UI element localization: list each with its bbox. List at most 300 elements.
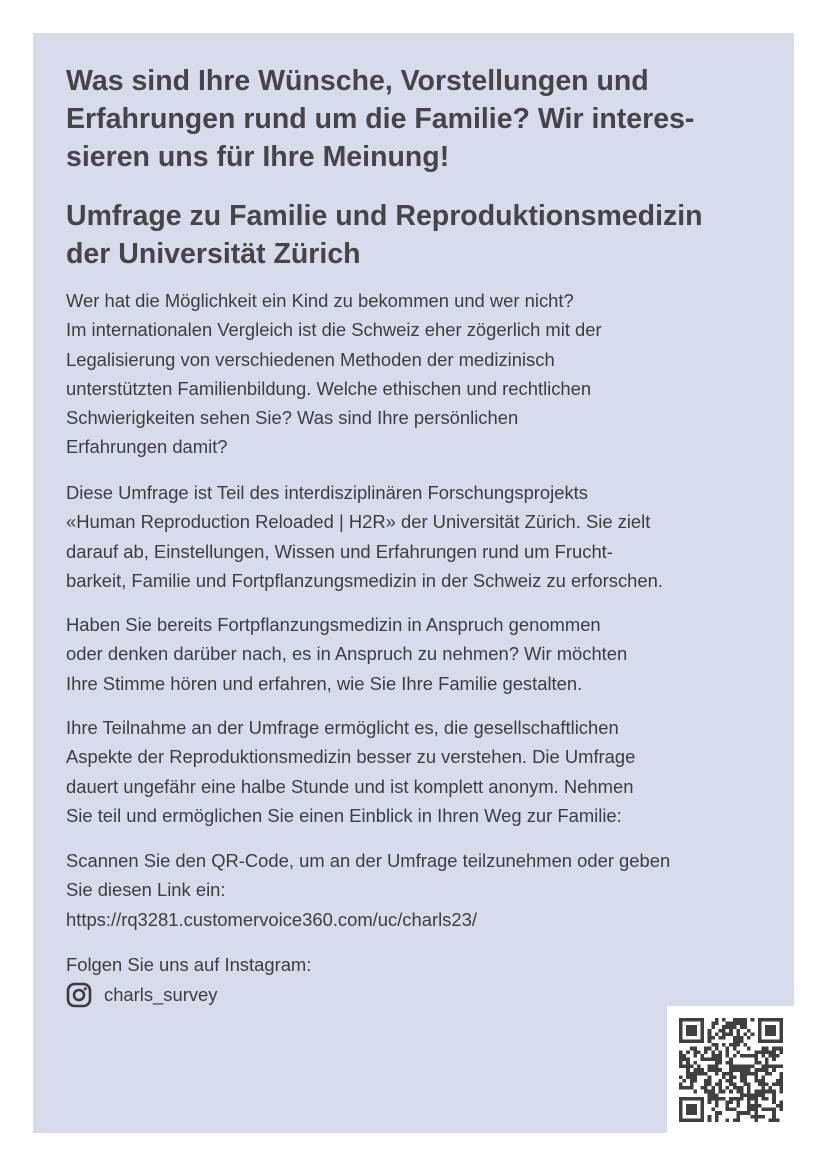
qr-module bbox=[693, 1111, 697, 1115]
text-line: Ihre Stimme hören und erfahren, wie Sie Ihre Familie gestalten. bbox=[66, 672, 583, 694]
qr-module bbox=[708, 1075, 712, 1079]
qr-module bbox=[740, 1075, 744, 1079]
qr-instruction-paragraph bbox=[66, 846, 670, 934]
qr-module bbox=[772, 1032, 776, 1036]
qr-module bbox=[744, 1022, 748, 1026]
qr-module bbox=[754, 1108, 758, 1112]
qr-module bbox=[722, 1036, 726, 1040]
qr-module bbox=[779, 1050, 783, 1054]
intro-paragraph bbox=[66, 286, 602, 462]
qr-module bbox=[736, 1090, 740, 1094]
qr-module bbox=[736, 1036, 740, 1040]
qr-module bbox=[693, 1018, 697, 1022]
qr-module bbox=[765, 1108, 769, 1112]
qr-module bbox=[779, 1047, 783, 1051]
qr-module bbox=[729, 1100, 733, 1104]
qr-module bbox=[711, 1086, 715, 1090]
qr-code-graphic bbox=[679, 1018, 783, 1122]
qr-module bbox=[754, 1068, 758, 1072]
survey-link[interactable]: https://rq3281.customervoice360.com/uc/charls23/ bbox=[66, 908, 477, 930]
qr-module bbox=[708, 1100, 712, 1104]
qr-module bbox=[754, 1057, 758, 1061]
qr-module bbox=[708, 1032, 712, 1036]
qr-module bbox=[747, 1036, 751, 1040]
qr-module bbox=[718, 1057, 722, 1061]
qr-module bbox=[761, 1093, 765, 1097]
qr-module bbox=[733, 1040, 737, 1044]
qr-module bbox=[765, 1029, 769, 1033]
qr-module bbox=[711, 1093, 715, 1097]
qr-module bbox=[690, 1018, 694, 1022]
qr-module bbox=[726, 1100, 730, 1104]
qr-module bbox=[765, 1032, 769, 1036]
qr-module bbox=[744, 1043, 748, 1047]
qr-module bbox=[776, 1018, 780, 1022]
qr-module bbox=[711, 1025, 715, 1029]
page-subtitle bbox=[66, 197, 766, 273]
qr-module bbox=[772, 1108, 776, 1112]
qr-module bbox=[736, 1029, 740, 1033]
qr-module bbox=[754, 1115, 758, 1119]
qr-module bbox=[701, 1029, 705, 1033]
qr-module bbox=[776, 1083, 780, 1087]
qr-module bbox=[751, 1032, 755, 1036]
qr-module bbox=[761, 1065, 765, 1069]
qr-module bbox=[701, 1036, 705, 1040]
qr-module bbox=[747, 1090, 751, 1094]
qr-module bbox=[736, 1068, 740, 1072]
qr-module bbox=[758, 1115, 762, 1119]
qr-module bbox=[715, 1072, 719, 1076]
qr-module bbox=[683, 1118, 687, 1122]
qr-module bbox=[686, 1072, 690, 1076]
qr-module bbox=[693, 1054, 697, 1058]
qr-module bbox=[754, 1093, 758, 1097]
instagram-link[interactable] bbox=[66, 980, 217, 1010]
qr-module bbox=[722, 1090, 726, 1094]
qr-module bbox=[726, 1072, 730, 1076]
qr-module bbox=[758, 1093, 762, 1097]
qr-module bbox=[693, 1050, 697, 1054]
qr-module bbox=[772, 1083, 776, 1087]
qr-module bbox=[726, 1079, 730, 1083]
qr-module bbox=[761, 1047, 765, 1051]
qr-module bbox=[754, 1111, 758, 1115]
qr-module bbox=[715, 1022, 719, 1026]
qr-module bbox=[726, 1104, 730, 1108]
qr-module bbox=[690, 1097, 694, 1101]
qr-module bbox=[693, 1090, 697, 1094]
qr-module bbox=[761, 1040, 765, 1044]
qr-module bbox=[718, 1036, 722, 1040]
qr-module bbox=[747, 1047, 751, 1051]
qr-module bbox=[686, 1108, 690, 1112]
qr-module bbox=[765, 1083, 769, 1087]
qr-module bbox=[744, 1065, 748, 1069]
qr-module bbox=[758, 1079, 762, 1083]
text-line: barkeit, Familie und Fortpflanzungsmedizin in der Schweiz zu erforschen. bbox=[66, 569, 663, 591]
qr-module bbox=[690, 1086, 694, 1090]
qr-module bbox=[686, 1068, 690, 1072]
qr-module bbox=[758, 1068, 762, 1072]
qr-module bbox=[751, 1108, 755, 1112]
qr-module bbox=[733, 1036, 737, 1040]
qr-module bbox=[779, 1029, 783, 1033]
qr-module bbox=[772, 1050, 776, 1054]
qr-module bbox=[708, 1093, 712, 1097]
qr-module bbox=[722, 1018, 726, 1022]
qr-module bbox=[747, 1086, 751, 1090]
qr-module bbox=[736, 1050, 740, 1054]
qr-module bbox=[722, 1072, 726, 1076]
subtitle-line: der Universität Zürich bbox=[66, 238, 361, 270]
qr-module bbox=[754, 1061, 758, 1065]
qr-module bbox=[683, 1018, 687, 1022]
qr-module bbox=[761, 1075, 765, 1079]
qr-module bbox=[711, 1068, 715, 1072]
qr-module bbox=[769, 1025, 773, 1029]
qr-module bbox=[744, 1054, 748, 1058]
qr-module bbox=[765, 1061, 769, 1065]
qr-module bbox=[765, 1072, 769, 1076]
qr-module bbox=[769, 1118, 773, 1122]
qr-module bbox=[772, 1093, 776, 1097]
qr-module bbox=[733, 1083, 737, 1087]
qr-module bbox=[733, 1108, 737, 1112]
qr-module bbox=[729, 1032, 733, 1036]
qr-module bbox=[733, 1054, 737, 1058]
qr-module bbox=[747, 1068, 751, 1072]
qr-module bbox=[744, 1025, 748, 1029]
qr-module bbox=[718, 1086, 722, 1090]
qr-module bbox=[776, 1079, 780, 1083]
qr-module bbox=[708, 1097, 712, 1101]
qr-module bbox=[715, 1054, 719, 1058]
qr-module bbox=[758, 1104, 762, 1108]
qr-module bbox=[744, 1018, 748, 1022]
qr-module bbox=[708, 1047, 712, 1051]
qr-module bbox=[747, 1093, 751, 1097]
text-line: Erfahrungen damit? bbox=[66, 436, 228, 458]
qr-module bbox=[736, 1018, 740, 1022]
qr-module bbox=[736, 1104, 740, 1108]
qr-module bbox=[708, 1029, 712, 1033]
qr-module bbox=[690, 1047, 694, 1051]
qr-module bbox=[704, 1090, 708, 1094]
qr-module bbox=[736, 1032, 740, 1036]
qr-module bbox=[679, 1104, 683, 1108]
qr-module bbox=[761, 1079, 765, 1083]
qr-module bbox=[711, 1054, 715, 1058]
qr-module bbox=[690, 1025, 694, 1029]
qr-module bbox=[679, 1025, 683, 1029]
qr-module bbox=[765, 1097, 769, 1101]
qr-module bbox=[726, 1086, 730, 1090]
qr-module bbox=[779, 1079, 783, 1083]
qr-module bbox=[772, 1029, 776, 1033]
qr-module bbox=[683, 1040, 687, 1044]
qr-module bbox=[729, 1061, 733, 1065]
text-line: Schwierigkeiten sehen Sie? Was sind Ihre persönlichen bbox=[66, 407, 519, 429]
qr-module bbox=[686, 1111, 690, 1115]
qr-module bbox=[708, 1068, 712, 1072]
qr-module bbox=[733, 1047, 737, 1051]
qr-module bbox=[711, 1065, 715, 1069]
qr-module bbox=[679, 1022, 683, 1026]
qr-module bbox=[701, 1111, 705, 1115]
qr-module bbox=[683, 1057, 687, 1061]
qr-module bbox=[733, 1075, 737, 1079]
qr-module bbox=[704, 1057, 708, 1061]
qr-module bbox=[740, 1111, 744, 1115]
qr-module bbox=[697, 1068, 701, 1072]
qr-module bbox=[765, 1057, 769, 1061]
qr-module bbox=[779, 1090, 783, 1094]
qr-module bbox=[679, 1054, 683, 1058]
qr-module bbox=[740, 1086, 744, 1090]
qr-module bbox=[751, 1097, 755, 1101]
qr-module bbox=[769, 1065, 773, 1069]
qr-module bbox=[718, 1090, 722, 1094]
qr-module bbox=[769, 1032, 773, 1036]
qr-module bbox=[761, 1086, 765, 1090]
qr-module bbox=[693, 1068, 697, 1072]
qr-module bbox=[776, 1040, 780, 1044]
project-paragraph bbox=[66, 478, 663, 595]
qr-module bbox=[679, 1040, 683, 1044]
qr-module bbox=[779, 1072, 783, 1076]
qr-module bbox=[683, 1097, 687, 1101]
qr-module bbox=[736, 1086, 740, 1090]
qr-module bbox=[701, 1057, 705, 1061]
text-line: Diese Umfrage ist Teil des interdisziplinären Forschungsprojekts bbox=[66, 482, 588, 503]
qr-module bbox=[697, 1040, 701, 1044]
text-line: darauf ab, Einstellungen, Wissen und Erfahrungen rund um Frucht- bbox=[66, 540, 613, 562]
qr-module bbox=[744, 1079, 748, 1083]
title-line: sieren uns für Ihre Meinung! bbox=[66, 141, 450, 173]
qr-module bbox=[693, 1040, 697, 1044]
qr-module bbox=[704, 1083, 708, 1087]
qr-module bbox=[729, 1025, 733, 1029]
qr-module bbox=[754, 1090, 758, 1094]
qr-module bbox=[693, 1108, 697, 1112]
qr-module bbox=[772, 1115, 776, 1119]
qr-module bbox=[751, 1072, 755, 1076]
qr-module bbox=[686, 1032, 690, 1036]
qr-module bbox=[736, 1111, 740, 1115]
qr-module bbox=[679, 1029, 683, 1033]
qr-module bbox=[718, 1061, 722, 1065]
qr-module bbox=[708, 1090, 712, 1094]
qr-module bbox=[769, 1072, 773, 1076]
qr-module bbox=[679, 1115, 683, 1119]
qr-module bbox=[744, 1032, 748, 1036]
qr-module bbox=[765, 1090, 769, 1094]
qr-module bbox=[729, 1097, 733, 1101]
instagram-intro bbox=[66, 950, 311, 979]
qr-module bbox=[772, 1090, 776, 1094]
qr-module bbox=[726, 1025, 730, 1029]
qr-code[interactable] bbox=[667, 1006, 794, 1133]
qr-module bbox=[690, 1104, 694, 1108]
qr-module bbox=[690, 1108, 694, 1112]
qr-module bbox=[679, 1036, 683, 1040]
qr-module bbox=[690, 1083, 694, 1087]
qr-module bbox=[697, 1065, 701, 1069]
qr-module bbox=[754, 1075, 758, 1079]
qr-module bbox=[740, 1072, 744, 1076]
qr-module bbox=[701, 1025, 705, 1029]
qr-module bbox=[776, 1104, 780, 1108]
text-line: Aspekte der Reproduktionsmedizin besser zu verstehen. Die Umfrage bbox=[66, 746, 636, 768]
qr-module bbox=[747, 1100, 751, 1104]
qr-module bbox=[715, 1047, 719, 1051]
qr-module bbox=[729, 1043, 733, 1047]
text-line: oder denken darüber nach, es in Anspruch zu nehmen? Wir möchten bbox=[66, 643, 628, 665]
qr-module bbox=[693, 1075, 697, 1079]
qr-module bbox=[701, 1022, 705, 1026]
title-line: Was sind Ihre Wünsche, Vorstellungen und bbox=[66, 65, 649, 97]
qr-module bbox=[779, 1108, 783, 1112]
qr-module bbox=[744, 1072, 748, 1076]
qr-module bbox=[758, 1018, 762, 1022]
qr-module bbox=[758, 1083, 762, 1087]
qr-module bbox=[701, 1072, 705, 1076]
qr-module bbox=[690, 1075, 694, 1079]
qr-module bbox=[679, 1097, 683, 1101]
text-line: Ihre Teilnahme an der Umfrage ermöglicht es, die gesellschaftlichen bbox=[66, 717, 619, 738]
qr-module bbox=[697, 1018, 701, 1022]
qr-module bbox=[769, 1040, 773, 1044]
qr-module bbox=[779, 1025, 783, 1029]
qr-module bbox=[758, 1090, 762, 1094]
qr-module bbox=[733, 1097, 737, 1101]
qr-module bbox=[747, 1029, 751, 1033]
qr-module bbox=[740, 1025, 744, 1029]
qr-module bbox=[751, 1018, 755, 1022]
qr-module bbox=[765, 1050, 769, 1054]
qr-module bbox=[744, 1093, 748, 1097]
qr-module bbox=[729, 1075, 733, 1079]
qr-module bbox=[754, 1072, 758, 1076]
text-line: Wer hat die Möglichkeit ein Kind zu bekommen und wer nicht? bbox=[66, 290, 574, 311]
qr-module bbox=[747, 1097, 751, 1101]
qr-module bbox=[736, 1022, 740, 1026]
qr-module bbox=[715, 1061, 719, 1065]
qr-module bbox=[747, 1108, 751, 1112]
qr-module bbox=[683, 1054, 687, 1058]
qr-module bbox=[736, 1040, 740, 1044]
qr-module bbox=[772, 1040, 776, 1044]
qr-module bbox=[708, 1115, 712, 1119]
qr-module bbox=[733, 1118, 737, 1122]
qr-module bbox=[758, 1061, 762, 1065]
qr-module bbox=[679, 1086, 683, 1090]
qr-module bbox=[729, 1022, 733, 1026]
qr-module bbox=[758, 1036, 762, 1040]
qr-module bbox=[765, 1047, 769, 1051]
text-line: «Human Reproduction Reloaded | H2R» der Universität Zürich. Sie zielt bbox=[66, 511, 651, 533]
qr-module bbox=[754, 1118, 758, 1122]
qr-module bbox=[686, 1018, 690, 1022]
text-line: Scannen Sie den QR-Code, um an der Umfrage teilzunehmen oder geben bbox=[66, 850, 671, 871]
qr-module bbox=[758, 1032, 762, 1036]
qr-module bbox=[779, 1032, 783, 1036]
qr-module bbox=[718, 1111, 722, 1115]
qr-module bbox=[740, 1068, 744, 1072]
qr-module bbox=[733, 1068, 737, 1072]
qr-module bbox=[718, 1079, 722, 1083]
qr-module bbox=[729, 1072, 733, 1076]
qr-module bbox=[776, 1065, 780, 1069]
qr-module bbox=[779, 1022, 783, 1026]
instagram-icon bbox=[66, 982, 92, 1008]
qr-module bbox=[772, 1111, 776, 1115]
qr-module bbox=[740, 1097, 744, 1101]
qr-module bbox=[718, 1083, 722, 1087]
qr-module bbox=[736, 1118, 740, 1122]
qr-module bbox=[679, 1061, 683, 1065]
qr-module bbox=[693, 1025, 697, 1029]
qr-module bbox=[711, 1090, 715, 1094]
qr-module bbox=[686, 1025, 690, 1029]
qr-module bbox=[726, 1022, 730, 1026]
qr-module bbox=[679, 1083, 683, 1087]
qr-module bbox=[722, 1075, 726, 1079]
qr-module bbox=[740, 1079, 744, 1083]
page-title bbox=[66, 62, 756, 176]
text-line: Haben Sie bereits Fortpflanzungsmedizin in Anspruch genommen bbox=[66, 614, 601, 635]
qr-module bbox=[693, 1104, 697, 1108]
text-line: unterstützten Familienbildung. Welche ethischen und rechtlichen bbox=[66, 377, 592, 399]
qr-module bbox=[776, 1054, 780, 1058]
qr-module bbox=[701, 1018, 705, 1022]
qr-module bbox=[779, 1036, 783, 1040]
qr-module bbox=[751, 1065, 755, 1069]
qr-module bbox=[704, 1050, 708, 1054]
qr-module bbox=[708, 1040, 712, 1044]
qr-module bbox=[751, 1054, 755, 1058]
qr-module bbox=[679, 1108, 683, 1112]
qr-module bbox=[686, 1086, 690, 1090]
qr-module bbox=[761, 1090, 765, 1094]
qr-module bbox=[761, 1083, 765, 1087]
qr-module bbox=[690, 1040, 694, 1044]
qr-module bbox=[758, 1040, 762, 1044]
qr-module bbox=[686, 1104, 690, 1108]
qr-module bbox=[754, 1054, 758, 1058]
qr-module bbox=[715, 1043, 719, 1047]
qr-module bbox=[715, 1104, 719, 1108]
qr-module bbox=[711, 1108, 715, 1112]
qr-module bbox=[693, 1072, 697, 1076]
qr-module bbox=[715, 1065, 719, 1069]
qr-module bbox=[690, 1118, 694, 1122]
qr-module bbox=[701, 1115, 705, 1119]
qr-module bbox=[779, 1075, 783, 1079]
text-line: Sie diesen Link ein: bbox=[66, 879, 226, 901]
qr-module bbox=[690, 1029, 694, 1033]
qr-module bbox=[693, 1061, 697, 1065]
qr-module bbox=[744, 1068, 748, 1072]
qr-module bbox=[740, 1054, 744, 1058]
qr-module bbox=[686, 1065, 690, 1069]
qr-module bbox=[718, 1097, 722, 1101]
text-line: Folgen Sie uns auf Instagram: bbox=[66, 954, 312, 975]
qr-module bbox=[704, 1079, 708, 1083]
qr-module bbox=[747, 1083, 751, 1087]
qr-module bbox=[686, 1050, 690, 1054]
